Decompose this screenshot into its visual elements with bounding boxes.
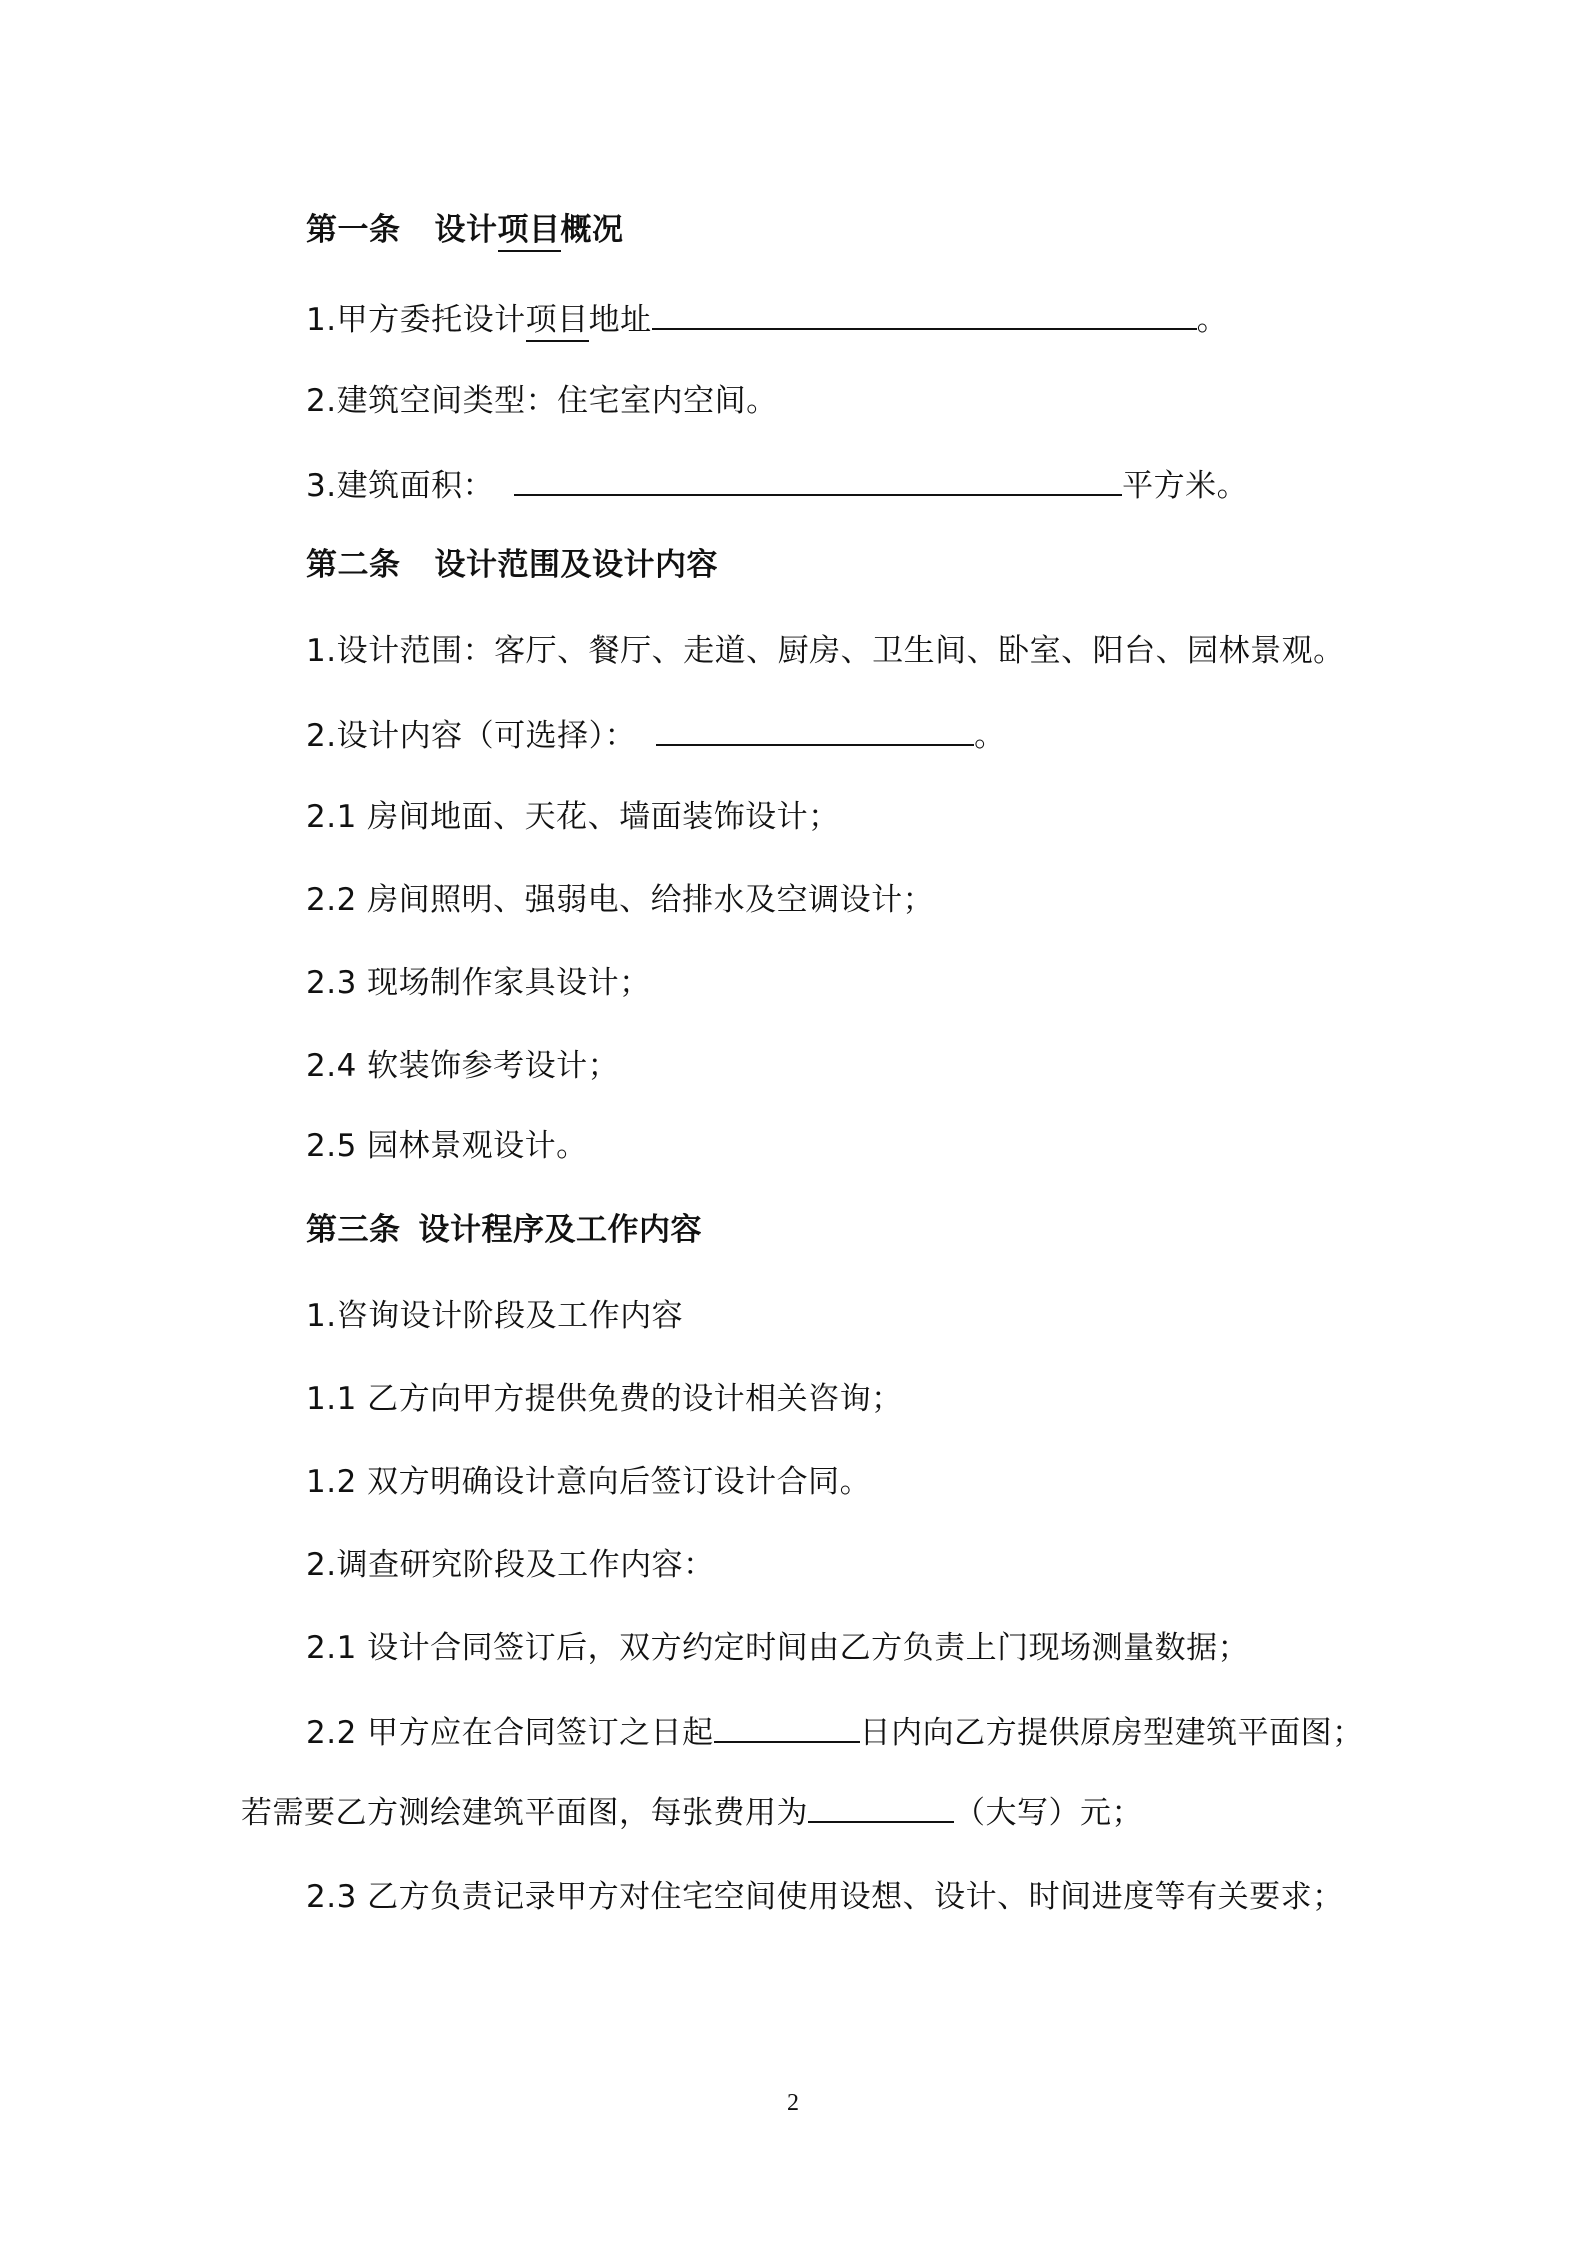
item-1-underlined: 项目	[526, 302, 589, 342]
article-1-item-3	[306, 464, 1248, 506]
article-3-sub-2-1: 2.1 设计合同签订后，双方约定时间由乙方负责上门现场测量数据；	[306, 1630, 1250, 1666]
item-1-text: 1.甲方委托设计	[306, 302, 526, 338]
article-1-title-part2: 概况	[560, 212, 624, 248]
article-3-item-1: 1.咨询设计阶段及工作内容	[306, 1298, 684, 1334]
page-number: 2	[787, 2090, 799, 2116]
article-3-heading	[306, 1210, 702, 1250]
design-content-blank[interactable]	[656, 714, 974, 746]
article-3-title: 设计程序及工作内容	[418, 1212, 702, 1248]
days-blank[interactable]	[714, 1711, 860, 1743]
item-1-end: 。	[1196, 302, 1229, 338]
item-2-end: 。	[974, 718, 1006, 754]
fee-per-drawing-blank[interactable]	[808, 1791, 954, 1823]
article-2-title: 设计范围及设计内容	[434, 547, 718, 583]
article-3-sub-2-3: 2.3 乙方负责记录甲方对住宅空间使用设想、设计、时间进度等有关要求；	[306, 1879, 1344, 1915]
article-2-label: 第二条	[306, 547, 401, 583]
item-2-text: 2.设计内容（可选择）：	[306, 718, 637, 754]
item-3-text: 3.建筑面积：	[306, 468, 495, 504]
article-2-sub-3: 2.3 现场制作家具设计；	[306, 965, 651, 1001]
article-2-heading	[306, 545, 718, 585]
article-3-sub-1-1: 1.1 乙方向甲方提供免费的设计相关咨询；	[306, 1381, 903, 1417]
article-1-item-2: 2.建筑空间类型：住宅室内空间。	[306, 383, 778, 419]
sub-2-2-text-b: 日内向乙方提供原房型建筑平面图；	[859, 1715, 1364, 1751]
article-2-sub-1: 2.1 房间地面、天花、墙面装饰设计；	[306, 799, 840, 835]
article-3-item-2: 2.调查研究阶段及工作内容：	[306, 1547, 715, 1583]
project-address-blank[interactable]	[652, 298, 1197, 330]
sub-2-2-text-d: （大写）元；	[954, 1795, 1143, 1831]
article-1-heading	[306, 210, 624, 250]
article-1-title-part1: 设计	[434, 212, 498, 248]
article-1-label: 第一条	[306, 212, 401, 248]
article-2-sub-4: 2.4 软装饰参考设计；	[306, 1048, 620, 1084]
item-3-end: 平方米。	[1122, 468, 1249, 504]
item-1-text-2: 地址	[588, 302, 652, 338]
article-3-sub-2-2-continued	[241, 1791, 1143, 1833]
article-2-item-2	[306, 714, 1006, 756]
article-1-item-1	[306, 298, 1228, 340]
article-3-sub-2-2	[306, 1711, 1364, 1753]
article-1-title-underlined: 项目	[498, 212, 561, 252]
article-2-item-1: 1.设计范围：客厅、餐厅、走道、厨房、卫生间、卧室、阳台、园林景观。	[306, 633, 1345, 669]
article-3-label: 第三条	[306, 1212, 401, 1248]
sub-2-2-text-a: 2.2 甲方应在合同签订之日起	[306, 1715, 714, 1751]
article-2-sub-5: 2.5 园林景观设计。	[306, 1128, 588, 1164]
article-2-sub-2: 2.2 房间照明、强弱电、给排水及空调设计；	[306, 882, 935, 918]
article-3-sub-1-2: 1.2 双方明确设计意向后签订设计合同。	[306, 1464, 872, 1500]
building-area-blank[interactable]	[514, 464, 1122, 496]
sub-2-2-text-c: 若需要乙方测绘建筑平面图，每张费用为	[241, 1795, 808, 1831]
